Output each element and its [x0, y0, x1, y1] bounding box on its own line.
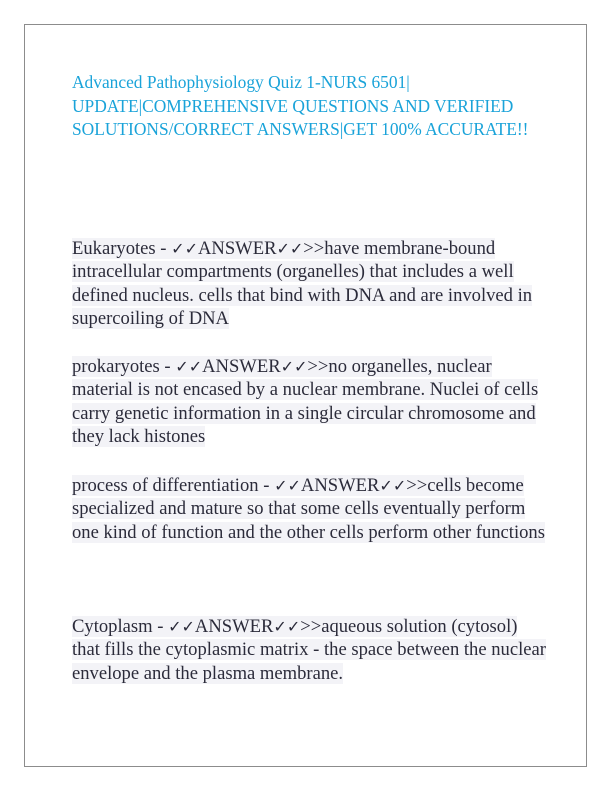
arrow-marker: >> — [300, 616, 322, 637]
check-icon: ✓✓ — [379, 476, 407, 495]
term: Cytoplasm — [72, 616, 153, 637]
arrow-marker: >> — [406, 475, 428, 496]
answer-label: ANSWER — [300, 475, 380, 496]
qa-entry-cytoplasm — [72, 615, 546, 685]
qa-text: Cytoplasm - ✓✓ANSWER✓✓>>aqueous solution (cytosol) that fills the cytoplasmic matrix - the space between the nuclear envelope and the plasma membrane. — [72, 616, 546, 684]
document-title: Advanced Pathophysiology Quiz 1-NURS 6501| UPDATE|COMPREHENSIVE QUESTIONS AND VERIFIED SOLUTIONS/CORRECT ANSWERS|GET 100% ACCURATE!! — [72, 72, 529, 140]
qa-text: process of differentiation - ✓✓ANSWER✓✓>>cells become specialized and mature so that some cells eventually perform one kind of function and the other cells perform other functions — [72, 475, 545, 543]
check-icon: ✓✓ — [171, 239, 198, 258]
check-icon: ✓✓ — [175, 357, 203, 376]
qa-text: Eukaryotes - ✓✓ANSWER✓✓>>have membrane-bound intracellular compartments (organelles) that includes a well defined nucleus. cells that bind with DNA and are involved in supercoiling of DNA — [72, 238, 533, 330]
qa-entry-differentiation — [72, 474, 546, 544]
check-icon: ✓✓ — [276, 239, 304, 258]
term: prokaryotes — [72, 356, 160, 377]
answer-label: ANSWER — [194, 616, 274, 637]
check-icon: ✓✓ — [273, 617, 301, 636]
answer-text: have membrane-bound intracellular compartments (organelles) that includes a well defined nucleus. cells that bind with DNA and are involved in supercoiling of DNA — [72, 238, 533, 330]
term: Eukaryotes — [72, 238, 156, 259]
qa-text: prokaryotes - ✓✓ANSWER✓✓>>no organelles, nuclear material is not encased by a nuclear membrane. Nuclei of cells carry genetic information in a single circular chromosome and they lack histones — [72, 356, 539, 448]
qa-entry-eukaryotes — [72, 237, 546, 331]
qa-entry-prokaryotes — [72, 355, 546, 449]
answer-text: no organelles, nuclear material is not encased by a nuclear membrane. Nuclei of cells carry genetic information in a single circular chromosome and they lack histones — [72, 356, 539, 448]
arrow-marker: >> — [303, 238, 325, 259]
answer-text: cells become specialized and mature so that some cells eventually perform one kind of function and the other cells perform other functions — [72, 475, 545, 543]
answer-label: ANSWER — [202, 356, 281, 377]
check-icon: ✓✓ — [274, 476, 301, 495]
term: process of differentiation — [72, 475, 259, 496]
answer-label: ANSWER — [197, 238, 277, 259]
arrow-marker: >> — [307, 356, 329, 377]
check-icon: ✓✓ — [168, 617, 195, 636]
answer-text: aqueous solution (cytosol) that fills the cytoplasmic matrix - the space between the nuclear envelope and the plasma membrane. — [72, 616, 546, 684]
check-icon: ✓✓ — [280, 357, 308, 376]
